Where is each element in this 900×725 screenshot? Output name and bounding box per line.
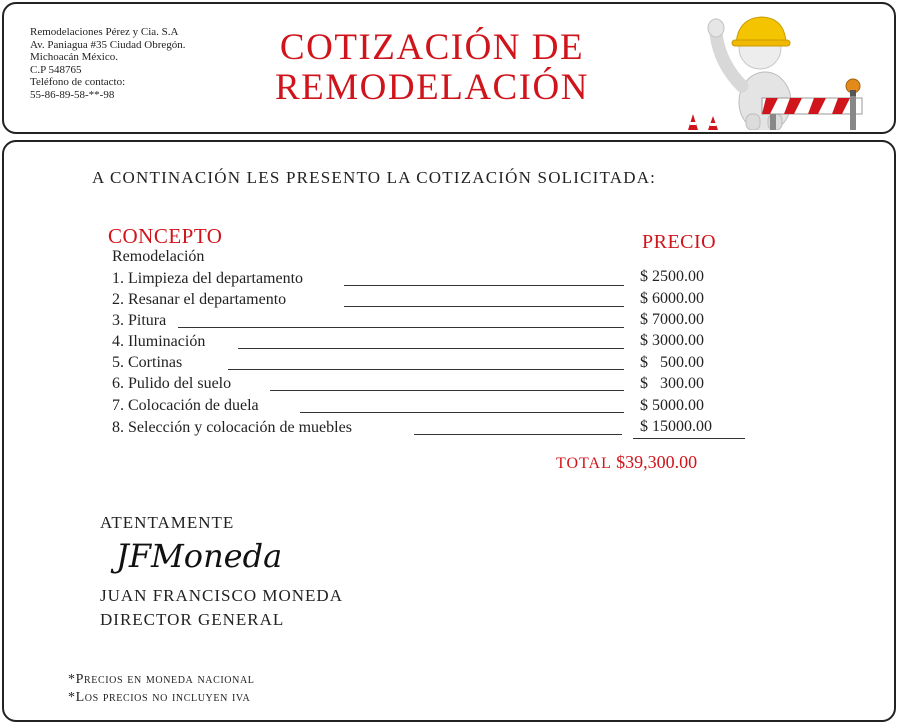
document-title [262, 28, 602, 108]
line-item-label: 1. Limpieza del departamento [112, 270, 304, 287]
total-label: TOTAL [556, 455, 612, 472]
line-item-label: 7. Colocación de duela [112, 397, 259, 414]
line-item-price: $ 300.00 [640, 375, 704, 392]
line-item-row [112, 333, 632, 353]
company-phone: 55-86-89-58-**-98 [30, 88, 115, 101]
line-item-price: $ 7000.00 [640, 311, 704, 328]
line-item-price: $ 6000.00 [640, 290, 704, 307]
leader-line [178, 327, 624, 328]
line-item-label: 2. Resanar el departamento [112, 291, 287, 308]
footnote-currency: *Precios en moneda nacional [68, 672, 255, 687]
line-item-row [112, 354, 632, 374]
company-contact-label: Teléfono de contacto: [30, 76, 126, 88]
signer-name: JUAN FRANCISCO MONEDA [100, 586, 343, 605]
leader-line [228, 369, 624, 370]
line-item-price: $ 15000.00 [640, 418, 712, 435]
total-amount [556, 452, 697, 473]
signer-role: DIRECTOR GENERAL [100, 610, 285, 629]
line-item-price: $ 3000.00 [640, 332, 704, 349]
company-name: Remodelaciones Pérez y Cia. S.A [30, 26, 179, 38]
intro-text: A CONTINACIÓN LES PRESENTO LA COTIZACIÓN SOLICITADA: [92, 168, 657, 187]
company-info [30, 26, 186, 101]
line-item-price: $ 5000.00 [640, 397, 704, 414]
leader-line [238, 348, 624, 349]
document-title-line1: COTIZACIÓN DE [279, 27, 585, 68]
leader-line [270, 390, 624, 391]
total-value: $39,300.00 [616, 452, 698, 472]
line-item-row [112, 397, 632, 417]
closing-text: ATENTAMENTE [100, 513, 235, 532]
footnote-tax: *Los precios no incluyen iva [68, 690, 251, 705]
price-column-header: PRECIO [642, 231, 717, 253]
company-postal-code: C.P 548765 [30, 63, 82, 76]
line-item-label: 3. Pitura [112, 312, 167, 329]
line-item-price: $ 2500.00 [640, 268, 704, 285]
line-item-label: 8. Selección y colocación de muebles [112, 419, 352, 436]
leader-line [344, 306, 624, 307]
handwritten-signature: JFMoneda [116, 537, 283, 575]
construction-worker-barrier-icon [680, 6, 880, 130]
company-address: Av. Paniagua #35 Ciudad Obregón. [30, 38, 186, 51]
line-item-row [112, 270, 632, 290]
line-item-label: 4. Iluminación [112, 333, 206, 350]
document-title-line2: REMODELACIÓN [275, 67, 589, 108]
line-item-row [112, 312, 632, 332]
line-item-row [112, 291, 632, 311]
line-item-label: 5. Cortinas [112, 354, 183, 371]
leader-line [344, 285, 624, 286]
line-item-price: $ 500.00 [640, 354, 704, 371]
leader-line [414, 434, 622, 435]
concept-column-header: CONCEPTO [108, 224, 223, 248]
line-item-row [112, 375, 632, 395]
leader-line [300, 412, 624, 413]
line-item-label: 6. Pulido del suelo [112, 375, 232, 392]
company-region: Michoacán México. [30, 51, 118, 63]
section-label: Remodelación [112, 248, 205, 265]
line-item-row [112, 419, 632, 439]
price-sum-rule [633, 438, 745, 439]
